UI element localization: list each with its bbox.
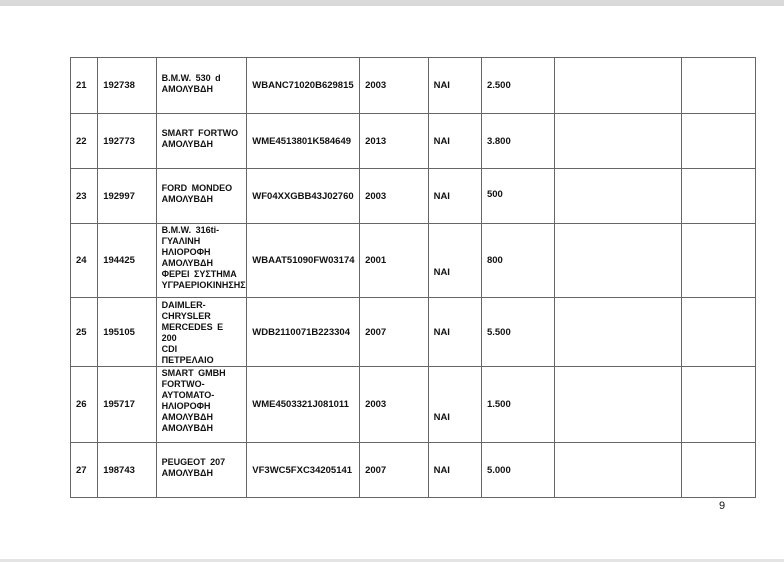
empty-cell: [555, 58, 682, 114]
empty-cell: [682, 114, 756, 169]
price: 5.000: [481, 443, 555, 498]
description-line: PEUGEOT 207: [161, 457, 226, 467]
empty-cell: [555, 298, 682, 367]
vehicle-code: 192997: [98, 169, 156, 224]
price: 2.500: [481, 58, 555, 114]
empty-cell: [682, 224, 756, 298]
registration-year: 2003: [360, 169, 429, 224]
vehicle-description: [156, 114, 247, 169]
description-line: ΗΛΙΟΡΟΦΗ: [161, 401, 211, 411]
price: 5.500: [481, 298, 555, 367]
empty-cell: [682, 443, 756, 498]
chassis-number: WDB2110071B223304: [247, 298, 360, 367]
vehicle-code: 194425: [98, 224, 156, 298]
vehicle-code: 192738: [98, 58, 156, 114]
chassis-number: WF04XXGBB43J02760: [247, 169, 360, 224]
description-line: ΓΥΑΛΙΝΗ: [161, 236, 201, 246]
row-number: 26: [71, 367, 98, 443]
page-number: 9: [719, 500, 726, 512]
yes-flag: ΝΑΙ: [428, 443, 481, 498]
yes-flag: ΝΑΙ: [428, 298, 481, 367]
yes-flag: ΝΑΙ: [428, 169, 481, 224]
vehicle-code: 195717: [98, 367, 156, 443]
price: 500: [481, 169, 555, 224]
description-line: ΥΓΡΑΕΡΙΟΚΙΝΗΣΗΣ: [161, 280, 246, 290]
table-row: [71, 443, 756, 498]
row-number: 23: [71, 169, 98, 224]
vehicle-code: 198743: [98, 443, 156, 498]
chassis-number: VF3WC5FXC34205141: [247, 443, 360, 498]
registration-year: 2003: [360, 367, 429, 443]
description-line: DAIMLER-: [161, 300, 206, 310]
row-number: 25: [71, 298, 98, 367]
description-line: ΑΜΟΛΥΒΔΗ: [161, 84, 214, 94]
empty-cell: [555, 169, 682, 224]
empty-cell: [682, 298, 756, 367]
description-line: ΑΜΟΛΥΒΔΗ: [161, 194, 214, 204]
description-line: ΦΕΡΕΙ ΣΥΣΤΗΜΑ: [161, 269, 237, 279]
description-line: FORD MONDEO: [161, 183, 233, 193]
description-line: B.M.W. 316ti-: [161, 225, 220, 235]
vehicle-description: [156, 443, 247, 498]
description-line: ΑΜΟΛΥΒΔΗ: [161, 468, 214, 478]
description-line: ΠΕΤΡΕΛΑΙΟ: [161, 355, 214, 365]
row-number: 24: [71, 224, 98, 298]
table-row: [71, 114, 756, 169]
vehicle-description: [156, 58, 247, 114]
vehicle-table: [70, 57, 756, 498]
empty-cell: [555, 114, 682, 169]
price: 3.800: [481, 114, 555, 169]
description-line: ΑΜΟΛΥΒΔΗ: [161, 258, 214, 268]
description-line: CDI: [161, 344, 178, 354]
empty-cell: [682, 58, 756, 114]
page-top-edge: [0, 0, 784, 6]
description-line: ΑΥΤΟΜΑΤΟ-: [161, 390, 215, 400]
row-number: 21: [71, 58, 98, 114]
vehicle-code: 195105: [98, 298, 156, 367]
vehicle-code: 192773: [98, 114, 156, 169]
yes-flag: ΝΑΙ: [428, 58, 481, 114]
chassis-number: WBANC71020B629815: [247, 58, 360, 114]
table-row: [71, 367, 756, 443]
yes-flag: ΝΑΙ: [428, 114, 481, 169]
yes-flag: ΝΑΙ: [428, 224, 481, 298]
description-line: FORTWO-: [161, 379, 205, 389]
price: 800: [481, 224, 555, 298]
description-line: ΑΜΟΛΥΒΔΗ: [161, 139, 214, 149]
table-row: [71, 169, 756, 224]
empty-cell: [555, 367, 682, 443]
vehicle-description: [156, 298, 247, 367]
description-line: SMART GMBH: [161, 368, 226, 378]
description-line: SMART FORTWO: [161, 128, 239, 138]
description-line: ΗΛΙΟΡΟΦΗ: [161, 247, 211, 257]
chassis-number: WBAAT51090FW03174: [247, 224, 360, 298]
price: 1.500: [481, 367, 555, 443]
description-line: B.M.W. 530 d: [161, 73, 221, 83]
vehicle-description: [156, 169, 247, 224]
registration-year: 2001: [360, 224, 429, 298]
registration-year: 2007: [360, 443, 429, 498]
vehicle-description: [156, 224, 247, 298]
description-line: CHRYSLER: [161, 311, 211, 321]
description-line: MERCEDES E 200: [161, 322, 224, 343]
table-row: [71, 298, 756, 367]
empty-cell: [555, 224, 682, 298]
chassis-number: WME4513801K584649: [247, 114, 360, 169]
row-number: 27: [71, 443, 98, 498]
row-number: 22: [71, 114, 98, 169]
registration-year: 2007: [360, 298, 429, 367]
chassis-number: WME4503321J081011: [247, 367, 360, 443]
description-line: ΑΜΟΛΥΒΔΗ: [161, 412, 214, 422]
registration-year: 2013: [360, 114, 429, 169]
description-line: ΑΜΟΛΥΒΔΗ: [161, 423, 214, 433]
vehicle-description: [156, 367, 247, 443]
table-row: [71, 224, 756, 298]
empty-cell: [555, 443, 682, 498]
yes-flag: ΝΑΙ: [428, 367, 481, 443]
table-row: [71, 58, 756, 114]
empty-cell: [682, 169, 756, 224]
empty-cell: [682, 367, 756, 443]
registration-year: 2003: [360, 58, 429, 114]
